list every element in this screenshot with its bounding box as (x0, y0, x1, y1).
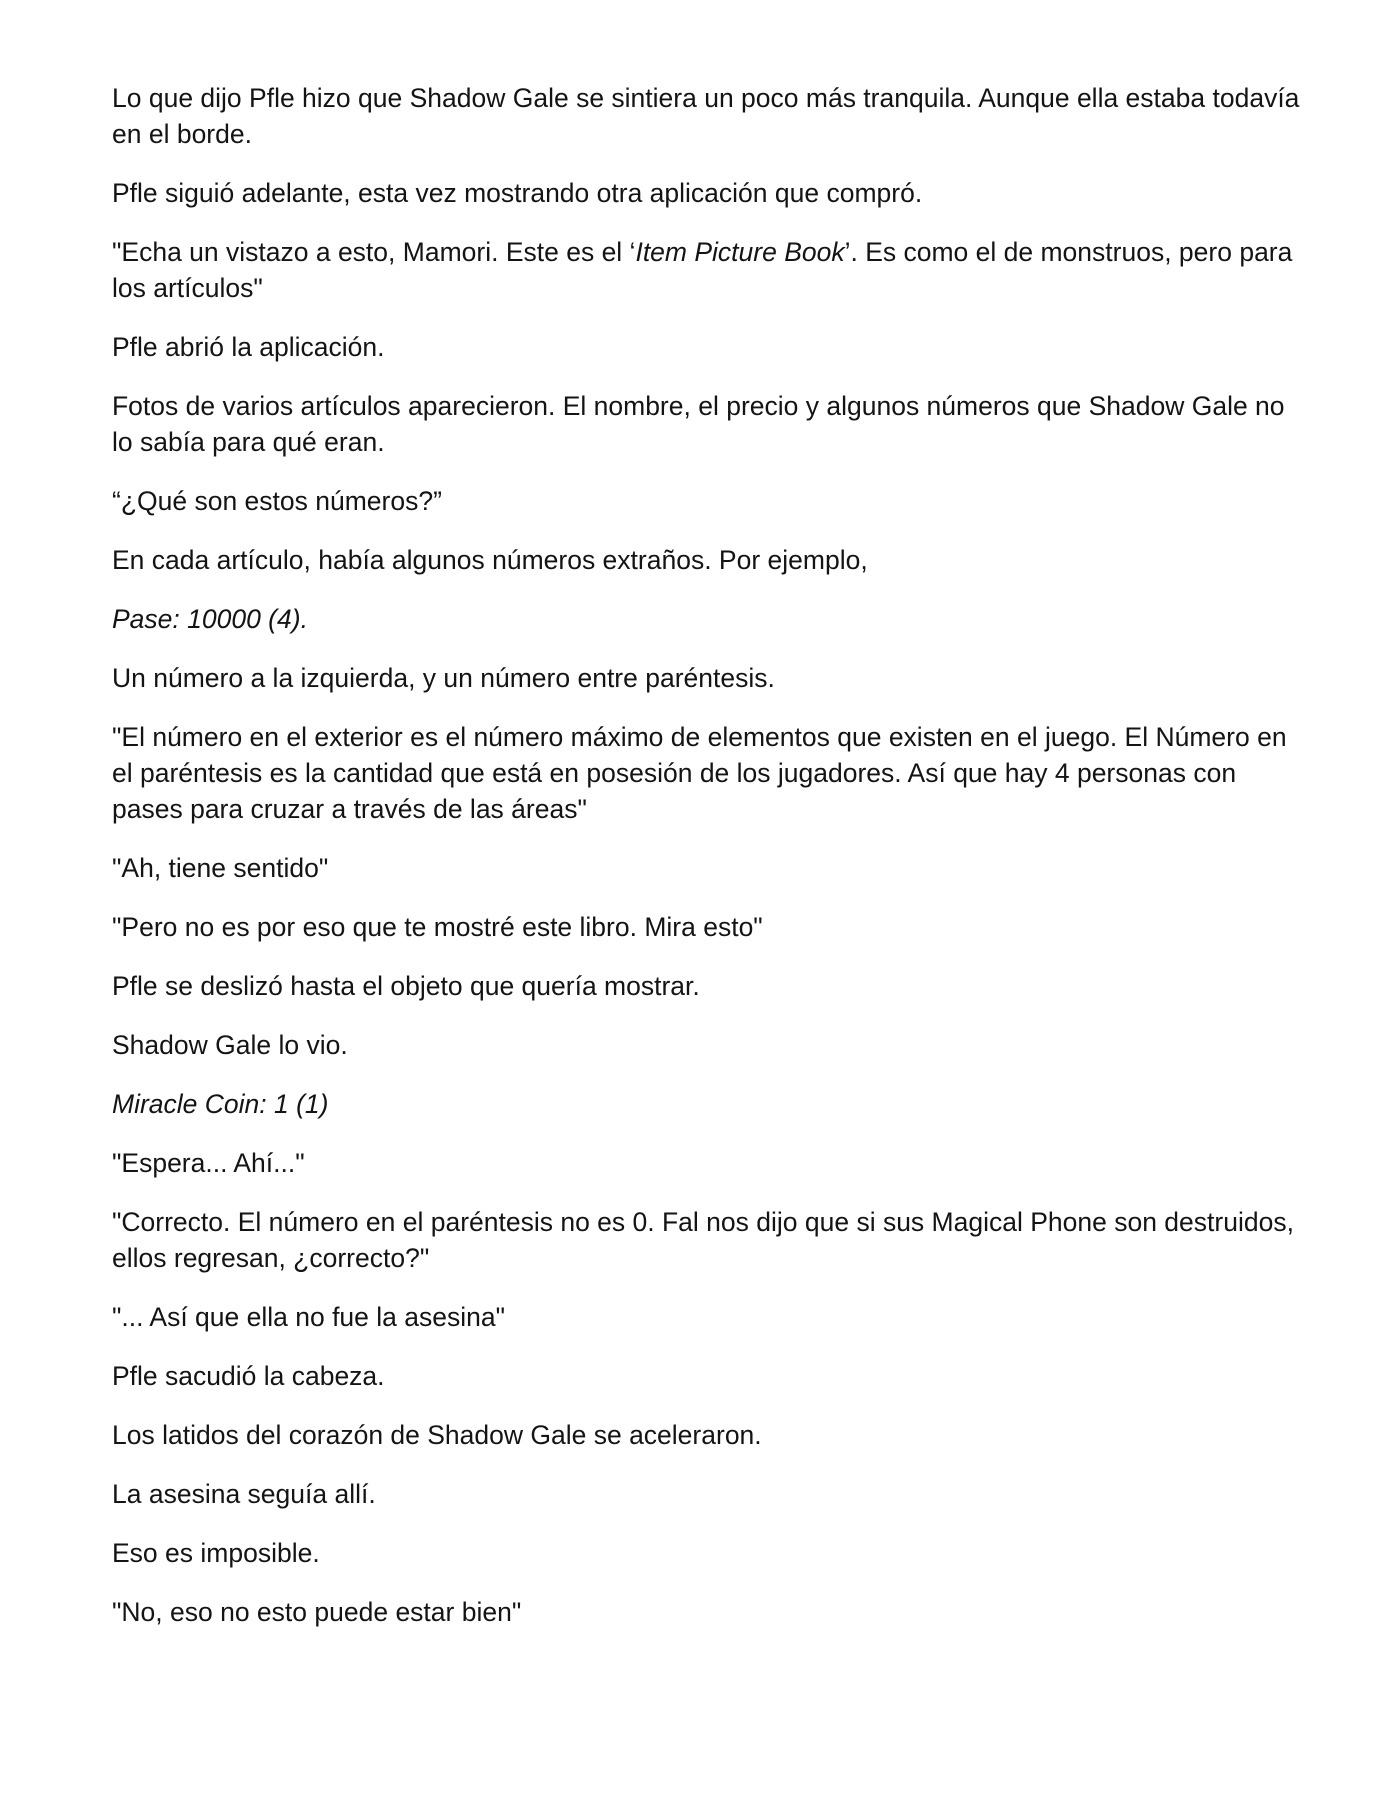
text-run: Pfle se deslizó hasta el objeto que quería mostrar. (112, 971, 700, 1001)
paragraph (112, 1535, 1302, 1571)
text-run: En cada artículo, había algunos números extraños. Por ejemplo, (112, 545, 868, 575)
paragraph (112, 1476, 1302, 1512)
paragraph (112, 234, 1302, 306)
paragraph (112, 909, 1302, 945)
text-run: "... Así que ella no fue la asesina" (112, 1302, 506, 1332)
text-run: Pfle abrió la aplicación. (112, 332, 385, 362)
italic-text-run: Pase: 10000 (4). (112, 604, 308, 634)
text-run: Los latidos del corazón de Shadow Gale se aceleraron. (112, 1420, 762, 1450)
paragraph (112, 1594, 1302, 1630)
paragraph (112, 660, 1302, 696)
paragraph (112, 542, 1302, 578)
text-run: ’. Es como el de monstruos, pero para los artículos" (112, 237, 1293, 303)
text-run: Un número a la izquierda, y un número entre paréntesis. (112, 663, 775, 693)
text-run: La asesina seguía allí. (112, 1479, 376, 1509)
paragraph (112, 1358, 1302, 1394)
paragraph (112, 483, 1302, 519)
paragraph (112, 80, 1302, 152)
text-run: Fotos de varios artículos aparecieron. El nombre, el precio y algunos números que Shadow Gale no lo sabía para qué eran. (112, 391, 1285, 457)
paragraph (112, 850, 1302, 886)
paragraph (112, 1086, 1302, 1122)
text-run: "Espera... Ahí..." (112, 1148, 305, 1178)
paragraph (112, 388, 1302, 460)
text-run: Pfle sacudió la cabeza. (112, 1361, 385, 1391)
paragraph (112, 1299, 1302, 1335)
paragraph (112, 175, 1302, 211)
text-run: Eso es imposible. (112, 1538, 320, 1568)
text-run: "Pero no es por eso que te mostré este libro. Mira esto" (112, 912, 763, 942)
text-run: "No, eso no esto puede estar bien" (112, 1597, 522, 1627)
text-run: Pfle siguió adelante, esta vez mostrando otra aplicación que compró. (112, 178, 923, 208)
text-run: "Echa un vistazo a esto, Mamori. Este es el ‘ (112, 237, 636, 267)
text-run: Lo que dijo Pfle hizo que Shadow Gale se sintiera un poco más tranquila. Aunque ella estaba todavía en el borde. (112, 83, 1300, 149)
text-run: "Ah, tiene sentido" (112, 853, 329, 883)
italic-text-run: Miracle Coin: 1 (1) (112, 1089, 329, 1119)
paragraph (112, 968, 1302, 1004)
text-run: "Correcto. El número en el paréntesis no es 0. Fal nos dijo que si sus Magical Phone son destruidos, ellos regresan, ¿correcto?" (112, 1207, 1294, 1273)
text-run: Shadow Gale lo vio. (112, 1030, 348, 1060)
italic-text-run: Item Picture Book (635, 237, 845, 267)
document-body (112, 80, 1302, 1653)
paragraph (112, 1027, 1302, 1063)
paragraph (112, 1204, 1302, 1276)
text-run: "El número en el exterior es el número máximo de elementos que existen en el juego. El Número en el paréntesis es la cantidad que está en posesión de los jugadores. Así que hay 4 personas con pases para cruzar a través de las áreas" (112, 722, 1287, 824)
paragraph (112, 329, 1302, 365)
paragraph (112, 601, 1302, 637)
text-run: “¿Qué son estos números?” (112, 486, 442, 516)
paragraph (112, 719, 1302, 827)
paragraph (112, 1417, 1302, 1453)
paragraph (112, 1145, 1302, 1181)
